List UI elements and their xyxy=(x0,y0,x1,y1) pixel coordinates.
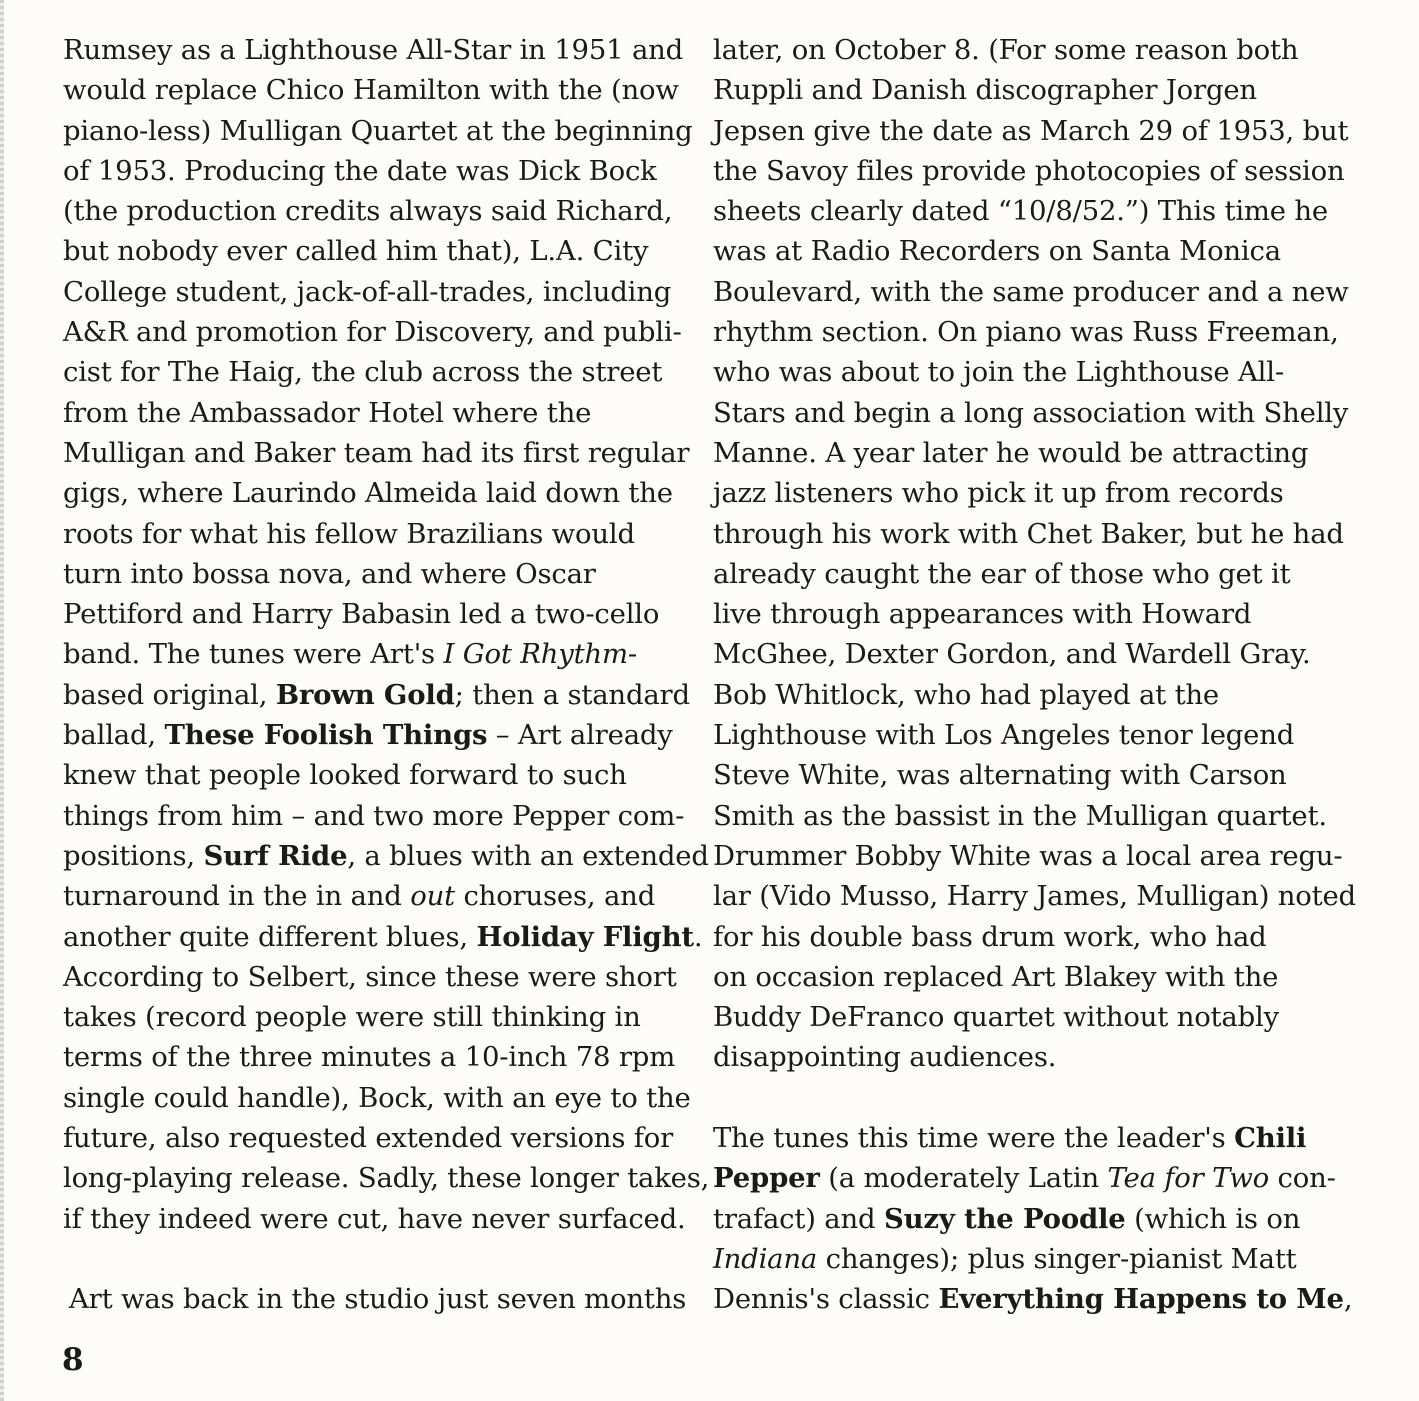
text-line: Boulevard, with the same producer and a new xyxy=(713,275,1349,308)
text-line: through his work with Chet Baker, but he had xyxy=(713,517,1344,550)
song-title-bold: Chili xyxy=(1234,1122,1307,1155)
text-line: was at Radio Recorders on Santa Monica xyxy=(713,235,1281,268)
song-title-bold: Surf Ride xyxy=(203,839,348,872)
text-line: (the production credits always said Richard, xyxy=(63,195,673,228)
text-line: Drummer Bobby White was a local area regu- xyxy=(713,839,1343,872)
text-line: sheets clearly dated “10/8/52.”) This time he xyxy=(713,195,1329,228)
song-title-bold: Pepper xyxy=(713,1162,820,1195)
text-line: from the Ambassador Hotel where the xyxy=(63,396,592,429)
text-line: Buddy DeFranco quartet without notably xyxy=(713,1001,1279,1034)
text-line: on occasion replaced Art Blakey with the xyxy=(713,960,1279,993)
text-line: the Savoy files provide photocopies of session xyxy=(713,154,1345,187)
text-line: band. The tunes were Art's I Got Rhythm- xyxy=(63,638,637,671)
text-line: long-playing release. Sadly, these longer takes, xyxy=(63,1162,710,1195)
text-line: would replace Chico Hamilton with the (now xyxy=(63,74,679,107)
song-title-bold: Everything Happens to Me xyxy=(938,1283,1344,1316)
text-line: Ruppli and Danish discographer Jorgen xyxy=(713,74,1257,107)
text-line: turnaround in the in and out choruses, and xyxy=(63,880,656,913)
text-line: rhythm section. On piano was Russ Freeman, xyxy=(713,316,1339,349)
page-number: 8 xyxy=(62,1342,84,1378)
text-line: another quite different blues, Holiday Flight. xyxy=(63,920,703,953)
text-line: knew that people looked forward to such xyxy=(63,759,627,792)
text-line: later, on October 8. (For some reason both xyxy=(713,34,1299,66)
text-line: based original, Brown Gold; then a standard xyxy=(63,678,690,711)
text-line: already caught the ear of those who get it xyxy=(713,557,1291,590)
text-line: piano-less) Mulligan Quartet at the beginning xyxy=(63,114,693,147)
song-title-bold: Suzy the Poodle xyxy=(883,1202,1126,1235)
song-title-italic: Tea for Two xyxy=(1107,1162,1270,1195)
text-line: Indiana changes); plus singer-pianist Matt xyxy=(713,1242,1297,1275)
song-title-italic: I Got Rhythm xyxy=(443,638,628,671)
text-line: Lighthouse with Los Angeles tenor legend xyxy=(713,719,1295,752)
text-line: Pepper (a moderately Latin Tea for Two con- xyxy=(713,1162,1336,1195)
text-line: terms of the three minutes a 10-inch 78 rpm xyxy=(63,1041,676,1074)
text-line: turn into bossa nova, and where Oscar xyxy=(63,557,596,590)
text-line: Dennis's classic Everything Happens to Me, xyxy=(713,1283,1353,1316)
scan-edge xyxy=(0,0,4,1401)
text-line: lar (Vido Musso, Harry James, Mulligan) noted xyxy=(713,880,1356,913)
emphasis-italic: out xyxy=(410,880,455,913)
text-line: but nobody ever called him that), L.A. City xyxy=(63,235,649,268)
text-line: trafact) and Suzy the Poodle (which is on xyxy=(713,1202,1301,1235)
song-title-bold: These Foolish Things xyxy=(164,719,488,752)
text-line: McGhee, Dexter Gordon, and Wardell Gray. xyxy=(713,638,1311,671)
text-line: Smith as the bassist in the Mulligan quartet. xyxy=(713,799,1327,832)
song-title-bold: Holiday Flight xyxy=(476,920,694,953)
paragraph-gap xyxy=(63,1239,663,1279)
text-line: disappointing audiences. xyxy=(713,1041,1057,1074)
text-line: Mulligan and Baker team had its first regular xyxy=(63,436,690,469)
text-line: who was about to join the Lighthouse All- xyxy=(713,356,1284,389)
text-line: The tunes this time were the leader's Chili xyxy=(713,1122,1307,1155)
text-line: positions, Surf Ride, a blues with an extended xyxy=(63,839,709,872)
text-line: Art was back in the studio just seven months xyxy=(69,1283,687,1316)
text-line: A&R and promotion for Discovery, and publi- xyxy=(63,316,682,349)
text-line: Rumsey as a Lighthouse All-Star in 1951 and xyxy=(63,34,684,66)
paragraph-gap xyxy=(713,1078,1313,1118)
text-line: Bob Whitlock, who had played at the xyxy=(713,678,1220,711)
text-line: live through appearances with Howard xyxy=(713,598,1252,631)
text-line: takes (record people were still thinking in xyxy=(63,1001,641,1034)
text-line: if they indeed were cut, have never surfaced. xyxy=(63,1202,686,1235)
text-line: gigs, where Laurindo Almeida laid down the xyxy=(63,477,673,510)
text-line: things from him – and two more Pepper com- xyxy=(63,799,685,832)
text-line: future, also requested extended versions for xyxy=(63,1122,674,1155)
text-line: jazz listeners who pick it up from records xyxy=(713,477,1284,510)
right-column xyxy=(713,30,1356,1320)
text-line: According to Selbert, since these were short xyxy=(63,960,677,993)
text-line: for his double bass drum work, who had xyxy=(713,920,1267,953)
text-line: Steve White, was alternating with Carson xyxy=(713,759,1287,792)
text-line: Manne. A year later he would be attracting xyxy=(713,436,1309,469)
text-line: Jepsen give the date as March 29 of 1953, but xyxy=(713,114,1349,147)
text-line: ballad, These Foolish Things – Art already xyxy=(63,719,673,752)
song-title-italic: Indiana xyxy=(713,1242,818,1275)
text-line: of 1953. Producing the date was Dick Bock xyxy=(63,154,657,187)
left-column xyxy=(63,30,710,1320)
text-line: roots for what his fellow Brazilians would xyxy=(63,517,635,550)
text-line: Pettiford and Harry Babasin led a two-cello xyxy=(63,598,660,631)
text-line: single could handle), Bock, with an eye to the xyxy=(63,1081,691,1114)
song-title-bold: Brown Gold xyxy=(275,678,455,711)
text-line: cist for The Haig, the club across the street xyxy=(63,356,663,389)
text-line: College student, jack-of-all-trades, including xyxy=(63,275,672,308)
text-line: Stars and begin a long association with Shelly xyxy=(713,396,1349,429)
